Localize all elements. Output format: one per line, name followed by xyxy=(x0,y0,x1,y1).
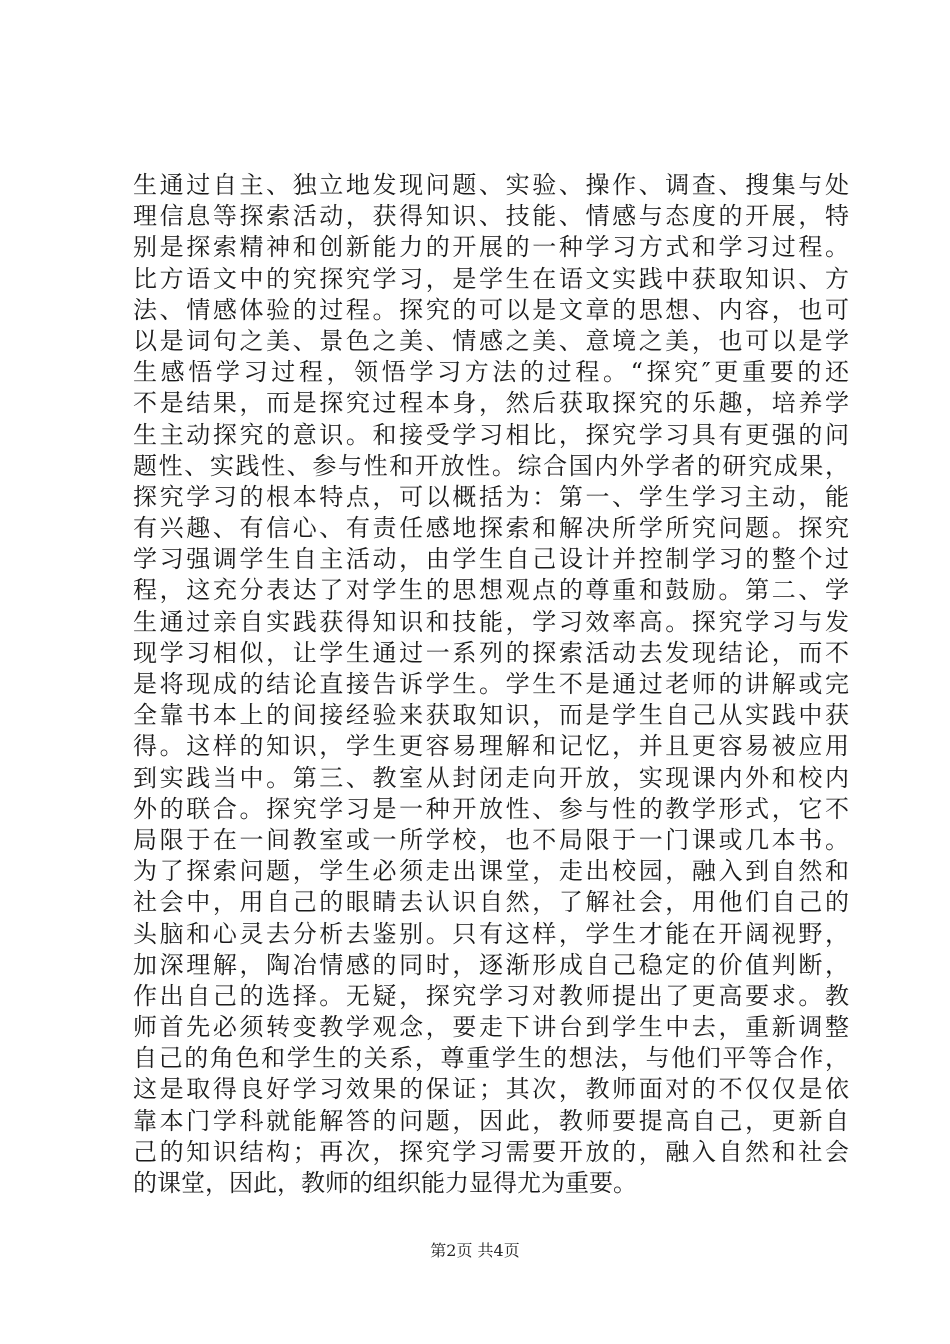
text-line: 局限于在一间教室或一所学校，也不局限于一门课或几本书。 xyxy=(133,825,849,854)
text-line: 的课堂，因此，教师的组织能力显得尤为重要。 xyxy=(133,1169,637,1197)
text-line: 现学习相似，让学生通过一系列的探索活动去发现结论，而不 xyxy=(133,638,849,667)
text-line: 生通过自主、独立地发现问题、实验、操作、调查、搜集与处 xyxy=(133,171,849,199)
text-line: 全靠书本上的间接经验来获取知识，而是学生自己从实践中获 xyxy=(133,701,849,730)
text-line: 生主动探究的意识。和接受学习相比，探究学习具有更强的问 xyxy=(133,420,849,449)
text-line: 不是结果，而是探究过程本身，然后获取探究的乐趣，培养学 xyxy=(133,389,849,418)
text-line: 这是取得良好学习效果的保证；其次，教师面对的不仅仅是依 xyxy=(133,1075,849,1104)
text-line: 有兴趣、有信心、有责任感地探索和解决所学所究问题。探究 xyxy=(133,514,849,543)
text-line: 作出自己的选择。无疑，探究学习对教师提出了更高要求。教 xyxy=(133,981,849,1010)
text-line: 靠本门学科就能解答的问题，因此，教师要提高自己，更新自 xyxy=(133,1106,849,1135)
text-line: 生感悟学习过程，领悟学习方法的过程。“探究″更重要的还 xyxy=(133,358,849,387)
text-line: 师首先必须转变教学观念，要走下讲台到学生中去，重新调整 xyxy=(133,1013,849,1042)
text-line: 法、情感体验的过程。探究的可以是文章的思想、内容，也可 xyxy=(133,295,849,324)
text-line: 社会中，用自己的眼睛去认识自然，了解社会，用他们自己的 xyxy=(133,888,849,917)
page-number-footer: 第2页 共4页 xyxy=(430,1241,520,1260)
text-line: 题性、实践性、参与性和开放性。综合国内外学者的研究成果， xyxy=(133,451,849,480)
text-line: 比方语文中的究探究学习，是学生在语文实践中获取知识、方 xyxy=(133,264,849,293)
text-line: 探究学习的根本特点，可以概括为：第一、学生学习主动，能 xyxy=(133,482,849,511)
text-line: 到实践当中。第三、教室从封闭走向开放，实现课内外和校内 xyxy=(133,763,849,792)
text-line: 生通过亲自实践获得知识和技能，学习效率高。探究学习与发 xyxy=(133,607,849,636)
text-line: 程，这充分表达了对学生的思想观点的尊重和鼓励。第二、学 xyxy=(133,576,849,605)
text-line: 己的知识结构；再次，探究学习需要开放的，融入自然和社会 xyxy=(133,1137,849,1166)
text-line: 以是词句之美、景色之美、情感之美、意境之美，也可以是学 xyxy=(133,326,849,355)
text-line: 头脑和心灵去分析去鉴别。只有这样，学生才能在开阔视野， xyxy=(133,919,849,948)
text-line: 自己的角色和学生的关系，尊重学生的想法，与他们平等合作， xyxy=(133,1044,849,1073)
text-line: 学习强调学生自主活动，由学生自己设计并控制学习的整个过 xyxy=(133,545,849,574)
text-line: 理信息等探索活动，获得知识、技能、情感与态度的开展，特 xyxy=(133,202,849,231)
text-line: 别是探索精神和创新能力的开展的一种学习方式和学习过程。 xyxy=(133,233,849,262)
text-line: 外的联合。探究学习是一种开放性、参与性的教学形式，它不 xyxy=(133,794,849,823)
text-line: 是将现成的结论直接告诉学生。学生不是通过老师的讲解或完 xyxy=(133,670,849,698)
text-line: 加深理解，陶冶情感的同时，逐渐形成自己稳定的价值判断， xyxy=(133,950,849,979)
text-line: 为了探索问题，学生必须走出课堂，走出校园，融入到自然和 xyxy=(133,857,849,886)
body-paragraph xyxy=(133,170,849,1199)
text-line: 得。这样的知识，学生更容易理解和记忆，并且更容易被应用 xyxy=(133,732,849,761)
